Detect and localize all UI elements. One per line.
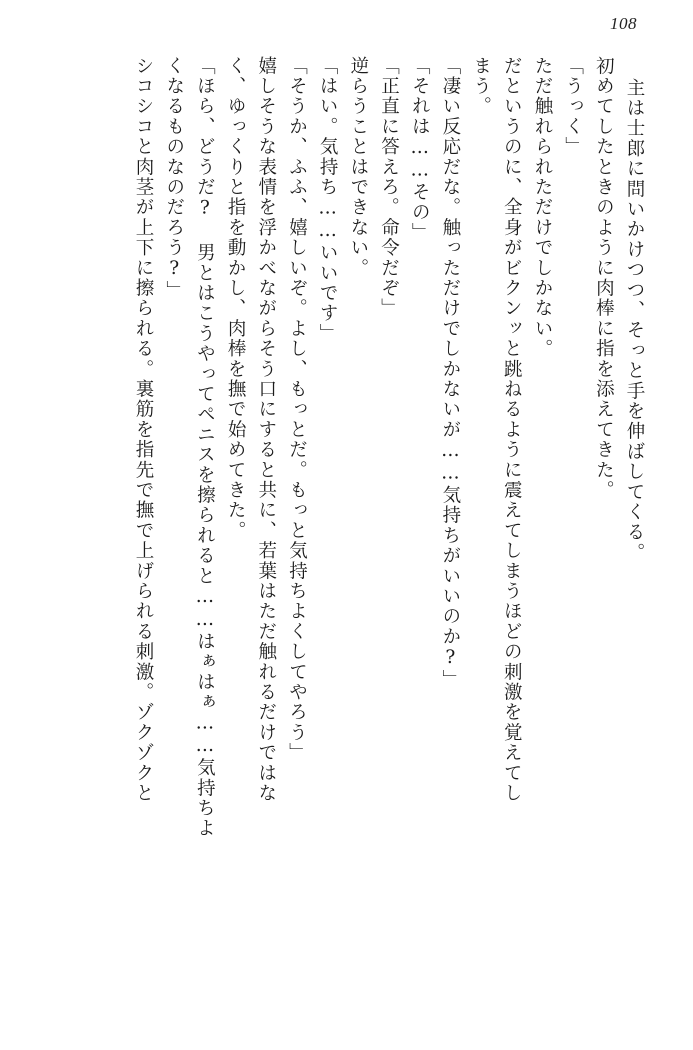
text-line: 「正直に答えろ。命令だぞ」: [378, 56, 400, 319]
text-line: 初めてしたときのように肉棒に指を添えてきた。: [593, 56, 615, 501]
text-line: ただ触れられただけでしかない。: [531, 56, 553, 359]
text-line: 逆らうことはできない。: [347, 56, 369, 279]
text-line: 「うっく」: [562, 56, 584, 157]
text-line: 嬉しそうな表情を浮かべながらそう口にすると共に、若葉はただ触れるだけではな: [255, 56, 277, 804]
text-line: だというのに、全身がビクンッと跳ねるように震えてしまうほどの刺激を覚えてし: [501, 56, 523, 804]
page-text-body: [40, 56, 643, 1022]
text-line: 「はい。気持ち……いいです」: [317, 56, 339, 344]
text-line: 主は士郎に問いかけつつ、そっと手を伸ばしてくる。: [624, 78, 645, 563]
text-line: まう。: [470, 56, 492, 117]
text-line: く、ゆっくりと指を動かし、肉棒を撫で始めてきた。: [225, 56, 247, 541]
page-number: 108: [610, 14, 637, 33]
text-line: 「それは……その」: [409, 56, 431, 243]
text-line: くなるものなのだろう?」: [163, 56, 185, 301]
text-line: 「そうか、ふふ、嬉しいぞ。よし、もっとだ。もっと気持ちよくしてやろう」: [286, 56, 308, 763]
text-line: シコシコと肉茎が上下に擦られる。裏筋を指先で撫で上げられる刺激。ゾクゾクと: [133, 56, 154, 804]
text-line: 「ほら、どうだ? 男とはこうやってペニスを擦られると……はぁはぁ……気持ちよ: [194, 56, 216, 839]
text-line: 「凄い反応だな。触っただけでしかないが……気持ちがいいのか?」: [439, 56, 461, 690]
